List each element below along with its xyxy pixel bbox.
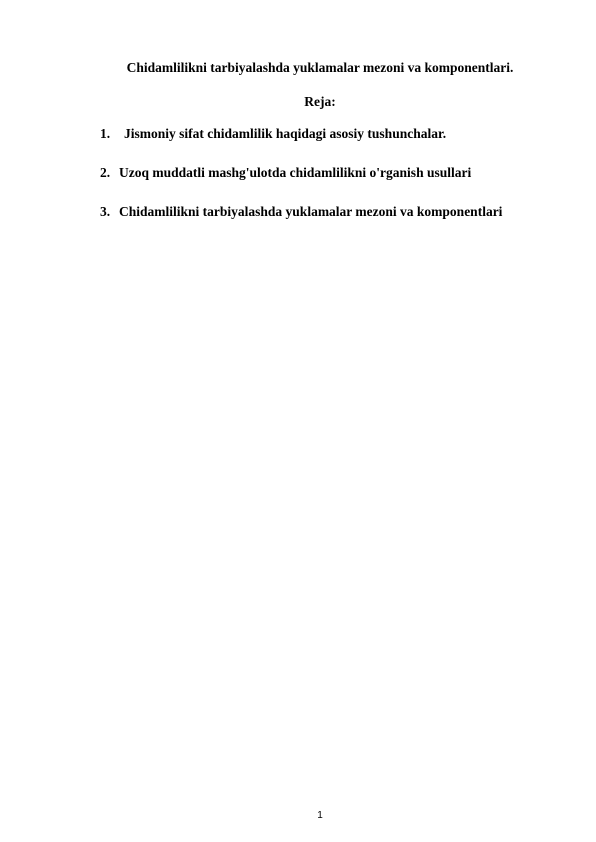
plan-item-2 (100, 164, 502, 182)
plan-item-text: Jismoniy sifat chidamlilik haqidagi asosiy tushunchalar. (124, 126, 447, 141)
plan-heading: Reja: (304, 94, 336, 109)
document-title: Chidamlilikni tarbiyalashda yuklamalar mezoni va komponentlari. (126, 60, 514, 75)
plan-item-text: Chidamlilikni tarbiyalashda yuklamalar mezoni va komponentlari (119, 204, 503, 219)
plan-item-3 (100, 203, 502, 221)
plan-list (100, 125, 502, 221)
plan-item-number: 2. (100, 165, 111, 180)
plan-item-text: Uzoq muddatli mashg'ulotda chidamlilikni o'rganish usullari (119, 165, 472, 180)
plan-item-1 (100, 125, 502, 143)
plan-item-number: 1. (100, 126, 111, 141)
page-number: 1 (317, 810, 323, 821)
plan-item-number: 3. (100, 204, 111, 219)
